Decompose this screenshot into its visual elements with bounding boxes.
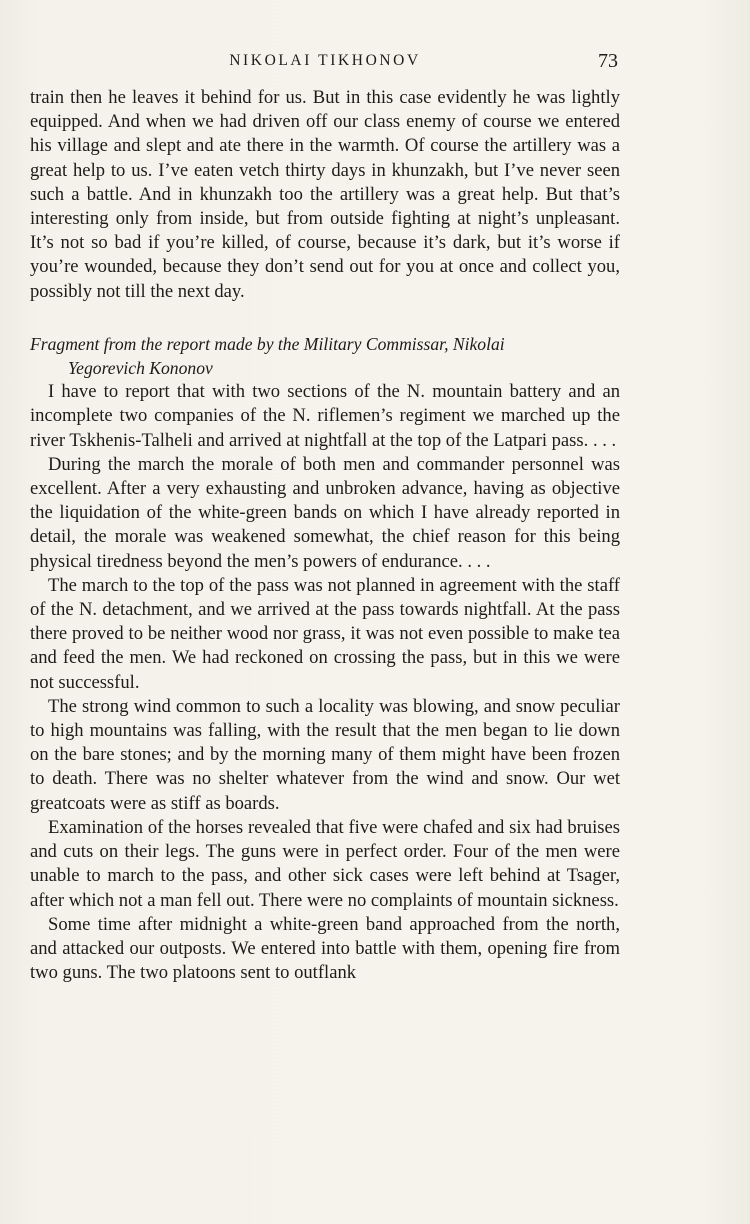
paragraph-4: The march to the top of the pass was not planned in agreement with the staff of the N. detachment, and we arrived at the pass towards nightfall. At the pass there proved to be neither wood nor grass, it was not even possible to make tea and feed the men. We had reckoned on crossing the pass, but in this we were not successful. [30, 574, 620, 693]
page-number: 73 [598, 50, 618, 72]
section-caption-continued: Yegorevich Kononov [68, 358, 213, 379]
paragraph-7: Some time after midnight a white-green band approached from the north, and attacked our outposts. We entered into battle with them, opening fire from two guns. The two platoons sent to outflank [30, 913, 620, 984]
paragraph-2: I have to report that with two sections of the N. mountain battery and an incomplete two companies of the N. riflemen’s regiment we marched up the river Tskhenis-Talheli and arrived at nightfall at the top of the Latpari pass. . . . [30, 381, 620, 451]
paragraph-6: Examination of the horses revealed that five were chafed and six had bruises and cuts on their legs. The guns were in perfect order. Four of the men were unable to march to the pass, and other sick cases were left behind at Tsager, after which not a man fell out. There were no complaints of mountain sickness. [30, 816, 620, 911]
body-text [30, 86, 620, 985]
section-caption: Fragment from the report made by the Military Commissar, Nikolai [30, 333, 505, 354]
page-header [30, 50, 620, 78]
paragraph-5: The strong wind common to such a locality was blowing, and snow peculiar to high mountains was falling, with the result that the men began to lie down on the bare stones; and by the morning many of them might have been frozen to death. There was no shelter whatever from the wind and snow. Our wet greatcoats were as stiff as boards. [30, 695, 620, 814]
paragraph-3: During the march the morale of both men and commander personnel was excellent. After a very exhausting and unbroken advance, having as objective the liquidation of the white-green bands on which I have already reported in detail, the morale was weakened somewhat, the chief reason for this being physical tiredness beyond the men’s powers of endurance. . . . [30, 453, 620, 572]
paragraph-1: train then he leaves it behind for us. But in this case evidently he was lightly equipped. And when we had driven off our class enemy of course we entered his village and slept and ate there in the warmth. Of course the artillery was a great help to us. I’ve eaten vetch thirty days in khunzakh, but I’ve never seen such a battle. And in khunzakh too the artillery was a great help. But that’s interesting only from inside, but from outside fighting at night’s unpleasant. It’s not so bad if you’re killed, of course, because it’s dark, but it’s worse if you’re wounded, because they don’t send out for you at once and collect you, possibly not till the next day. [30, 87, 620, 302]
running-head: NIKOLAI TIKHONOV [229, 52, 421, 69]
